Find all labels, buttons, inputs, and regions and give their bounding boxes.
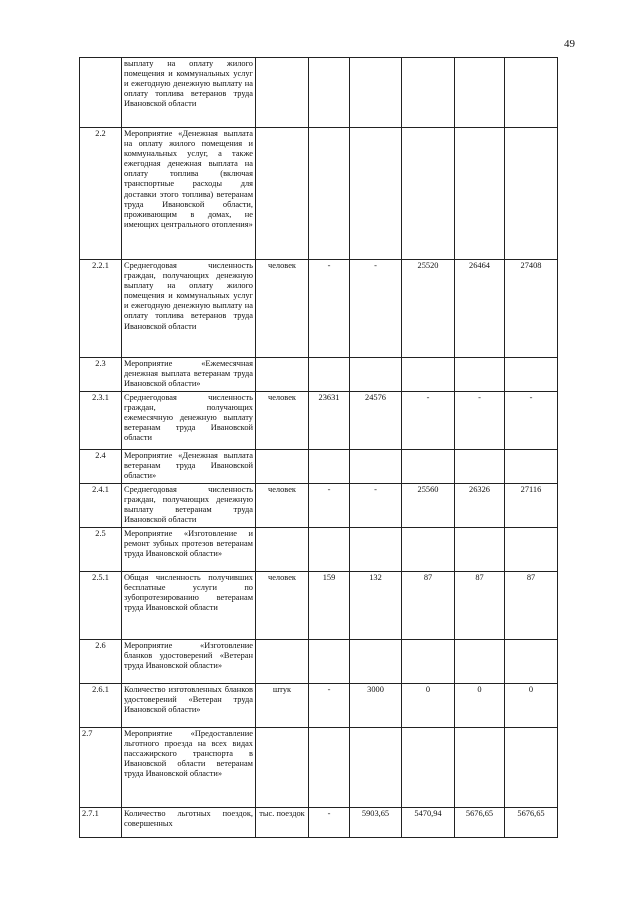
row-value-cell: - [505,392,558,450]
row-value-cell: 5903,65 [350,808,402,838]
row-description-cell: Мероприятие «Денежная выплата на оплату жилого помещения и коммунальных услуг, а также ежегодная денежная выплата на оплату топлива (включая транспортные расходы для доставки этого топлива) ветеранам труда Ивановской области, проживающим в домах, не имеющих центрального отопления» [122,128,256,260]
row-description-cell: Мероприятие «Ежемесячная денежная выплата ветеранам труда Ивановской области» [122,358,256,392]
row-value-cell: 27116 [505,484,558,528]
row-value-cell [309,58,350,128]
row-value-cell [505,528,558,572]
row-unit-cell [256,358,309,392]
row-value-cell: 27408 [505,260,558,358]
row-value-cell [309,640,350,684]
table-row [80,58,558,128]
table-row [80,808,558,838]
table-row [80,260,558,358]
row-value-cell: 26464 [455,260,505,358]
table-row [80,450,558,484]
row-value-cell: - [309,484,350,528]
row-number-cell: 2.4.1 [80,484,122,528]
row-value-cell: 0 [455,684,505,728]
row-value-cell [350,528,402,572]
row-number-cell: 2.7 [80,728,122,808]
table-row [80,572,558,640]
row-value-cell: - [350,484,402,528]
row-unit-cell [256,450,309,484]
row-number-cell: 2.7.1 [80,808,122,838]
row-description-cell: Среднегодовая численность граждан, получающих денежную выплату на оплату жилого помещения и коммунальных услуг и ежегодную денежную выплату на оплату топлива ветеранов труда Ивановской области [122,260,256,358]
row-value-cell [402,640,455,684]
row-number-cell [80,58,122,128]
row-unit-cell [256,728,309,808]
row-value-cell [309,728,350,808]
row-unit-cell: человек [256,484,309,528]
row-unit-cell [256,528,309,572]
row-value-cell [402,358,455,392]
row-value-cell [455,358,505,392]
row-value-cell [505,640,558,684]
row-value-cell: - [309,684,350,728]
row-value-cell [350,640,402,684]
row-unit-cell: человек [256,572,309,640]
row-value-cell [455,640,505,684]
row-value-cell: 5676,65 [505,808,558,838]
row-unit-cell: человек [256,392,309,450]
row-unit-cell: человек [256,260,309,358]
row-number-cell: 2.2 [80,128,122,260]
row-description-cell: Мероприятие «Денежная выплата ветеранам труда Ивановской области» [122,450,256,484]
row-unit-cell [256,58,309,128]
row-value-cell: 26326 [455,484,505,528]
row-value-cell [402,528,455,572]
row-value-cell: 0 [402,684,455,728]
row-value-cell [505,450,558,484]
table-row [80,528,558,572]
table-body [80,58,558,838]
row-value-cell [402,450,455,484]
row-value-cell [309,528,350,572]
row-value-cell: 87 [505,572,558,640]
row-value-cell [455,728,505,808]
row-value-cell [455,528,505,572]
row-number-cell: 2.6.1 [80,684,122,728]
row-description-cell: Среднегодовая численность граждан, получающих ежемесячную денежную выплату ветеранам труда Ивановской области [122,392,256,450]
row-description-cell: Количество льготных поездок, совершенных [122,808,256,838]
row-description-cell: Мероприятие «Предоставление льготного проезда на всех видах пассажирского транспорта в Ивановской области ветеранам труда Ивановской области» [122,728,256,808]
row-unit-cell: штук [256,684,309,728]
page-number: 49 [564,38,575,50]
row-unit-cell [256,640,309,684]
row-description-cell: Среднегодовая численность граждан, получающих денежную выплату ветеранам труда Ивановской области [122,484,256,528]
row-value-cell: 25560 [402,484,455,528]
row-unit-cell: тыс. поездок [256,808,309,838]
row-value-cell: 3000 [350,684,402,728]
row-value-cell [309,358,350,392]
row-value-cell: - [455,392,505,450]
row-value-cell [402,58,455,128]
row-value-cell [455,450,505,484]
row-number-cell: 2.4 [80,450,122,484]
row-value-cell [505,358,558,392]
row-value-cell [455,128,505,260]
row-number-cell: 2.3.1 [80,392,122,450]
row-number-cell: 2.5.1 [80,572,122,640]
row-description-cell: Мероприятие «Изготовление и ремонт зубных протезов ветеранам труда Ивановской области» [122,528,256,572]
table-row [80,392,558,450]
row-value-cell: 87 [455,572,505,640]
table-row [80,728,558,808]
row-value-cell: 159 [309,572,350,640]
row-description-cell: выплату на оплату жилого помещения и коммунальных услуг и ежегодную денежную выплату на оплату топлива ветеранов труда Ивановской области [122,58,256,128]
row-description-cell: Количество изготовленных бланков удостоверений «Ветеран труда Ивановской области» [122,684,256,728]
row-number-cell: 2.3 [80,358,122,392]
row-value-cell: - [402,392,455,450]
row-unit-cell [256,128,309,260]
row-value-cell [309,450,350,484]
row-value-cell [350,128,402,260]
table-row [80,640,558,684]
row-description-cell: Мероприятие «Изготовление бланков удостоверений «Ветеран труда Ивановской области» [122,640,256,684]
row-value-cell: 87 [402,572,455,640]
table-row [80,684,558,728]
row-value-cell: 5676,65 [455,808,505,838]
row-value-cell [350,358,402,392]
row-value-cell [350,728,402,808]
indicators-table [79,57,558,838]
table-row [80,358,558,392]
row-value-cell: - [309,260,350,358]
row-value-cell [402,128,455,260]
row-value-cell [505,58,558,128]
row-value-cell [505,128,558,260]
row-value-cell [309,128,350,260]
row-value-cell [455,58,505,128]
row-value-cell [350,58,402,128]
row-number-cell: 2.2.1 [80,260,122,358]
table-row [80,128,558,260]
row-value-cell: 132 [350,572,402,640]
row-value-cell: 23631 [309,392,350,450]
row-value-cell [350,450,402,484]
row-number-cell: 2.5 [80,528,122,572]
table-row [80,484,558,528]
row-value-cell: - [309,808,350,838]
row-value-cell: 0 [505,684,558,728]
row-value-cell: 24576 [350,392,402,450]
row-value-cell: 25520 [402,260,455,358]
row-value-cell: - [350,260,402,358]
row-value-cell [402,728,455,808]
row-value-cell [505,728,558,808]
row-value-cell: 5470,94 [402,808,455,838]
row-number-cell: 2.6 [80,640,122,684]
row-description-cell: Общая численность получивших бесплатные услуги по зубопротезированию ветеранам труда Ивановской области [122,572,256,640]
